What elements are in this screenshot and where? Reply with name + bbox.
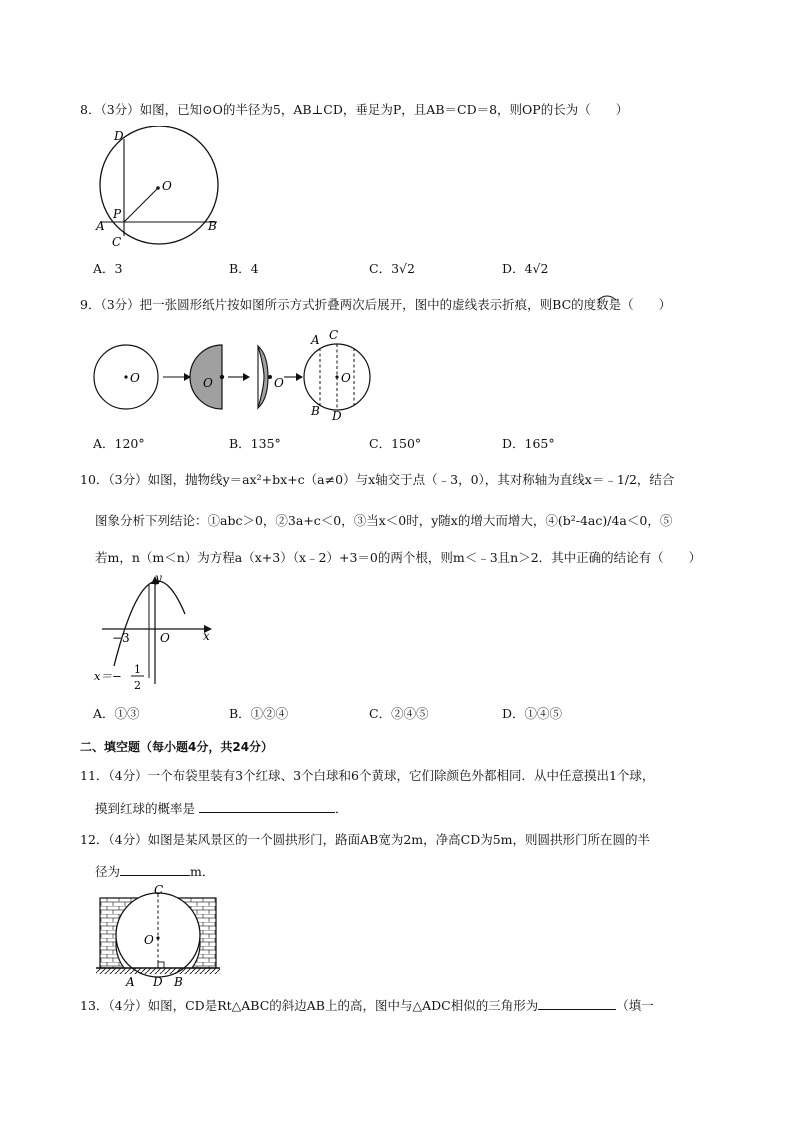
- option-c[interactable]: C．150°: [369, 436, 422, 451]
- option-b[interactable]: B．135°: [229, 436, 281, 451]
- label-A: A: [126, 975, 135, 989]
- label-O: O: [130, 371, 140, 385]
- question-text: 摸到红球的概率是: [95, 801, 196, 816]
- question-text: 把一张圆形纸片按如图所示方式折叠两次后展开，图中的虚线表示折痕，则BC的度数是（ ）: [139, 297, 672, 312]
- option-c[interactable]: C．3√2: [369, 261, 415, 276]
- question-10-line-2: 图象分析下列结论：①abc＞0，②3a+c＜0，③当x＜0时，y随x的增大而增大，④(b²-4ac)/4a＜0，⑤: [95, 513, 673, 528]
- label-C: C: [112, 235, 122, 249]
- label-frac-den: 2: [134, 679, 141, 692]
- label-C: C: [154, 883, 164, 897]
- question-score: （3分）: [100, 102, 140, 117]
- question-number: 10．: [80, 472, 109, 487]
- question-number: 9．: [80, 297, 101, 312]
- question-score: （3分）: [100, 297, 140, 312]
- label-O: O: [160, 631, 170, 645]
- answer-blank[interactable]: [199, 800, 335, 813]
- question-score: （3分）: [108, 472, 148, 487]
- question-12-line-1: [80, 830, 650, 850]
- question-9-figure: [90, 327, 380, 427]
- label-frac-num: 1: [134, 663, 141, 676]
- label-C: C: [329, 328, 339, 342]
- option-d[interactable]: D．165°: [502, 436, 555, 451]
- option-c[interactable]: C．②④⑤: [369, 706, 429, 721]
- question-10-figure: [92, 570, 222, 695]
- question-text: m．: [190, 864, 215, 879]
- arc-mark-icon: [596, 293, 618, 301]
- option-a[interactable]: A．3: [93, 261, 123, 276]
- question-12-line-2: [95, 862, 214, 882]
- label-O: O: [274, 376, 284, 390]
- option-a[interactable]: A．①③: [93, 706, 140, 721]
- label-B: B: [174, 975, 183, 989]
- question-text: 如图，已知⊙O的半径为5，AB⊥CD，垂足为P，且AB＝CD＝8，则OP的长为（ ）: [139, 102, 629, 117]
- question-text: 如图，抛物线y＝ax²+bx+c（a≠0）与x轴交于点（﹣3，0），其对称轴为直线x＝﹣1/2，结合: [147, 472, 675, 487]
- question-number: 11．: [80, 768, 109, 783]
- label-y: y: [155, 571, 162, 585]
- question-text: 如图，CD是Rt△ABC的斜边AB上的高，图中与△ADC相似的三角形为: [147, 998, 539, 1013]
- question-8-stem: [80, 100, 628, 120]
- section-heading: 二、填空题（每小题4分，共24分）: [80, 740, 274, 754]
- question-text: 如图是某风景区的一个圆拱形门，路面AB宽为2m，净高CD为5m，则圆拱形门所在圆的半: [147, 832, 651, 847]
- label-x: x: [203, 629, 210, 643]
- option-d[interactable]: D．4√2: [502, 261, 549, 276]
- label-O: O: [144, 933, 154, 947]
- question-score: （4分）: [108, 768, 148, 783]
- label-O: O: [341, 371, 351, 385]
- label-O: O: [203, 376, 213, 390]
- option-d[interactable]: D．①④⑤: [502, 706, 563, 721]
- label-neg3: −3: [112, 631, 130, 645]
- label-A: A: [311, 333, 320, 347]
- label-D: D: [332, 409, 342, 423]
- answer-blank[interactable]: [538, 997, 616, 1010]
- question-text: 径为: [95, 864, 121, 879]
- question-10-line-3: 若m，n（m＜n）为方程a（x+3）（x﹣2）+3＝0的两个根，则m＜﹣3且n＞2．其中正确的结论有（ ）: [95, 550, 702, 565]
- answer-blank[interactable]: [120, 863, 190, 876]
- question-number: 12．: [80, 832, 109, 847]
- option-a[interactable]: A．120°: [93, 436, 145, 451]
- question-number: 13．: [80, 998, 109, 1013]
- question-8-figure: [88, 126, 238, 250]
- question-number: 8．: [80, 102, 101, 117]
- option-b[interactable]: B．①②④: [229, 706, 289, 721]
- option-b[interactable]: B．4: [229, 261, 259, 276]
- label-D: D: [153, 975, 163, 989]
- label-B: B: [311, 404, 320, 418]
- question-13-line-1: [80, 996, 654, 1016]
- label-B: B: [208, 219, 217, 233]
- label-symmetry-axis: x＝−: [94, 669, 122, 683]
- question-text: ．: [335, 801, 348, 816]
- question-10-line-1: [80, 470, 674, 490]
- question-11-line-1: [80, 766, 654, 786]
- question-12-figure: [92, 882, 226, 990]
- label-O: O: [162, 179, 172, 193]
- question-9-stem: [80, 295, 671, 315]
- question-11-line-2: [95, 799, 348, 819]
- question-text: （填一: [616, 998, 654, 1013]
- label-D: D: [114, 129, 124, 143]
- label-P: P: [113, 207, 122, 221]
- question-score: （4分）: [108, 998, 148, 1013]
- label-A: A: [96, 219, 105, 233]
- question-text: 一个布袋里装有3个红球、3个白球和6个黄球，它们除颜色外都相同．从中任意摸出1个球，: [147, 768, 655, 783]
- question-score: （4分）: [108, 832, 148, 847]
